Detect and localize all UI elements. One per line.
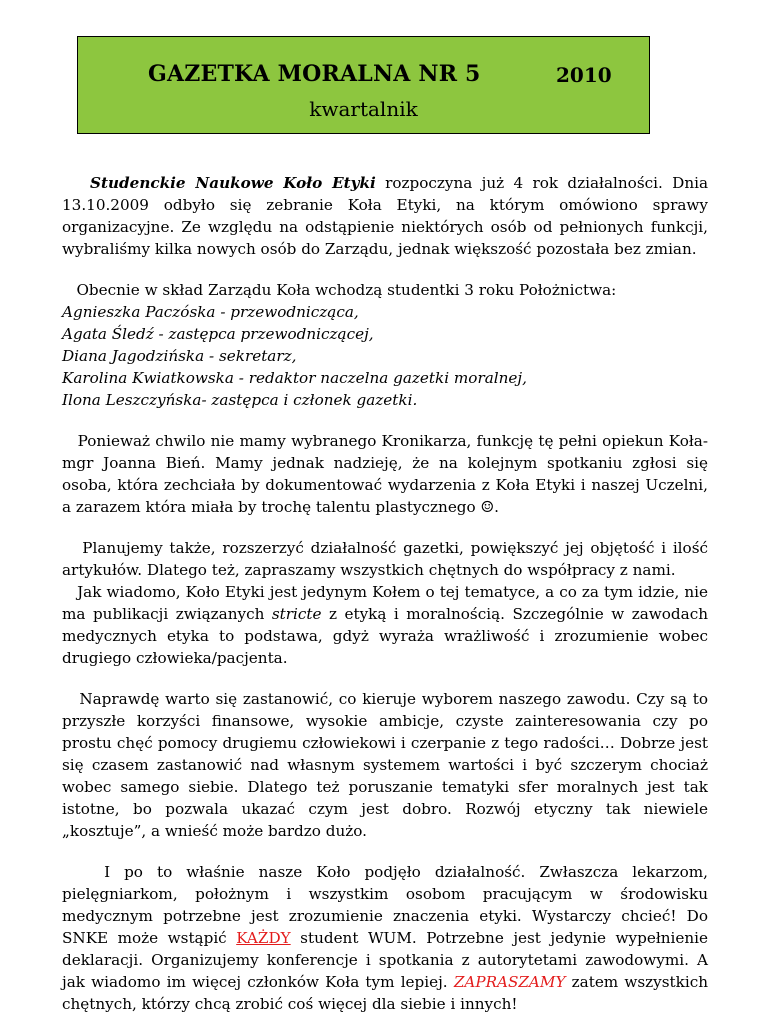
paragraph-1 [62, 172, 708, 260]
paragraph-1-text: rozpoczyna już 4 rok działalności. Dnia 13.10.2009 odbyło się zebranie Koła Etyki, na którym omówiono sprawy organizacyjne. Ze względu na odstąpienie niektórych osób od pełnionych funkcji, wybraliśmy kilka nowych osób do Zarządu, jednak większość pozostała bez zmian. [62, 174, 709, 258]
zapraszamy-highlight: ZAPRASZAMY [453, 973, 566, 991]
paragraph-4: Planujemy także, rozszerzyć działalność gazetki, powiększyć jej objętość i ilość artykułów. Dlatego też, zapraszamy wszystkich chętnych do współpracy z nami. [62, 539, 708, 579]
kazdy-highlight: KAŻDY [236, 929, 291, 947]
member-item: Ilona Leszczyńska- zastępca i członek gazetki. [62, 391, 418, 409]
article-body [62, 172, 708, 1034]
paragraph-6: Naprawdę warto się zastanowić, co kieruje wyborem naszego zawodu. Czy są to przyszłe korzyści finansowe, wysokie ambicje, czyste zainteresowania czy po prostu chęć pomocy drugiemu człowiekowi i czerpanie z tego radości… Dobrze jest się czasem zastanowić nad własnym systemem wartości i być szczerym chociaż wobec samego siebie. Dlatego też poruszanie tematyki sfer moralnych jest tak istotne, bo pozwala ukazać czym jest dobro. Rozwój etyczny tak niewiele „kosztuje”, a wnieść może bardzo dużo. [62, 690, 709, 840]
paragraph-5: Jak wiadomo, Koło Etyki jest jedynym Kołem o tej tematyce, a co za tym idzie, nie ma publikacji związanych stricte z etyką i moralnością. Szczególnie w zawodach medycznych etyka to podstawa, gdyż wyraża wrażliwość i zrozumienie wobec drugiego człowieka/pacjenta. [62, 583, 708, 667]
newsletter-subtitle: kwartalnik [309, 97, 418, 121]
paragraph-3: Ponieważ chwilo nie mamy wybranego Kronikarza, funkcję tę pełni opiekun Koła- mgr Joanna Bień. Mamy jednak nadzieję, że na kolejnym spotkaniu zgłosi się osoba, która zechciała by dokumentować wydarzenia z Koła Etyki i naszej Uczelni, a zarazem która miała by trochę talentu plastycznego ☺. [62, 432, 708, 516]
board-members [62, 279, 708, 411]
newsletter-title: GAZETKA MORALNA NR 5 [148, 61, 481, 87]
member-item: Agnieszka Paczóska - przewodnicząca, [62, 303, 359, 321]
member-item: Karolina Kwiatkowska - redaktor naczelna gazetki moralnej, [62, 369, 527, 387]
stricte-emphasis: stricte [271, 605, 322, 623]
member-item: Agata Śledź - zastępca przewodniczącej, [62, 325, 374, 343]
org-name: Studenckie Naukowe Koło Etyki [90, 174, 376, 192]
paragraph-7: I po to właśnie nasze Koło podjęło działalność. Zwłaszcza lekarzom, pielęgniarkom, położnym i wszystkim osobom pracującym w środowisku medycznym potrzebne jest zrozumienie znaczenia etyki. Wystarczy chcieć! Do SNKE może wstąpić KAŻDY student WUM. Potrzebne jest jedynie wypełnienie deklaracji. Organizujemy konferencje i spotkania z autorytetami zawodowymi. A jak wiadomo im więcej członków Koła tym lepiej. ZAPRASZAMY zatem wszystkich chętnych, którzy chcą zrobić coś więcej dla siebie i innych! [62, 863, 709, 1013]
member-item: Diana Jagodzińska - sekretarz, [62, 347, 297, 365]
board-intro: Obecnie w skład Zarządu Koła wchodzą studentki 3 roku Położnictwa: [76, 281, 617, 299]
newsletter-year: 2010 [556, 63, 612, 87]
masthead [77, 36, 650, 134]
